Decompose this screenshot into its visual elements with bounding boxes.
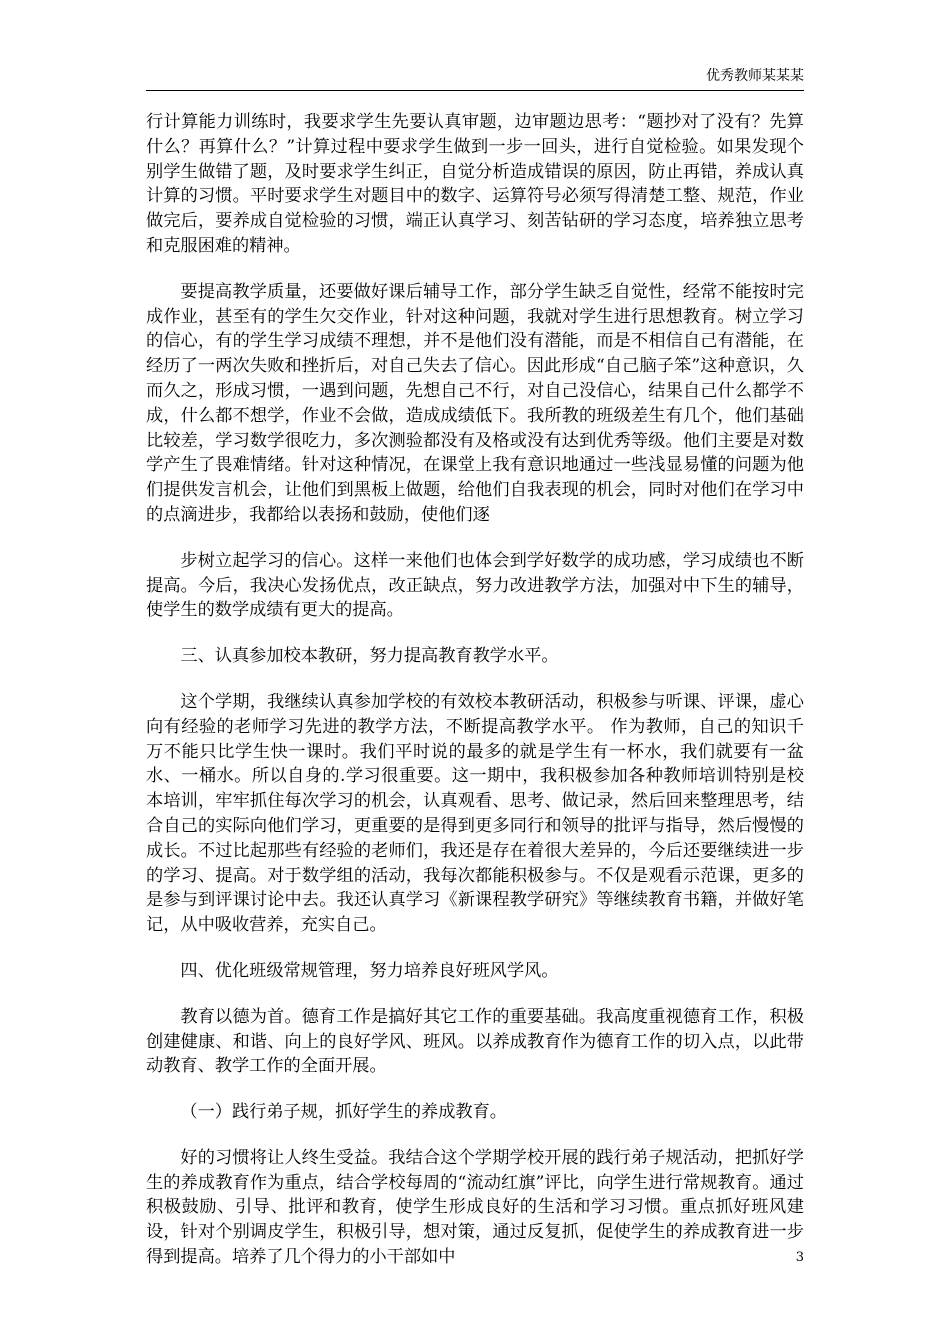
paragraph: 好的习惯将让人终生受益。我结合这个学期学校开展的践行弟子规活动，把抓好学生的养成教育作为重点，结合学校每周的“流动红旗”评比，向学生进行常规教育。通过积极鼓励、引导、批评和教育，使学生形成良好的生活和学习习惯。重点抓好班风建设，针对个别调皮学生，积极引导，想对策，通过反复抓，促使学生的养成教育进一步得到提高。培养了几个得力的小干部如中 — [146, 1147, 804, 1268]
page-number: 3 — [795, 1250, 804, 1265]
document-body — [146, 110, 804, 1291]
page-header — [146, 66, 804, 91]
section-heading: 四、优化班级常规管理，努力培养良好班风学风。 — [180, 960, 559, 981]
paragraph: 行计算能力训练时，我要求学生先要认真审题，边审题边思考：“题抄对了没有？先算什么？再算什么？”计算过程中要求学生做到一步一回头，进行自觉检验。如果发现个别学生做错了题，及时要求学生纠正，自觉分析造成错误的原因，防止再错，养成认真计算的习惯。平时要求学生对题目中的数字、运算符号必须写得清楚工整、规范，作业做完后，要养成自觉检验的习惯，端正认真学习、刻苦钻研的学习态度，培养独立思考和克服困难的精神。 — [146, 112, 804, 256]
header-title: 优秀教师某某某 — [706, 68, 804, 84]
paragraph: 步树立起学习的信心。这样一来他们也体会到学好数学的成功感，学习成绩也不断提高。今后，我决心发扬优点，改正缺点，努力改进教学方法，加强对中下生的辅导，使学生的数学成绩有更大的提高。 — [146, 550, 804, 621]
subsection-heading: （一）践行弟子规，抓好学生的养成教育。 — [180, 1102, 507, 1123]
paragraph: 这个学期，我继续认真参加学校的有效校本教研活动，积极参与听课、评课，虚心向有经验的老师学习先进的教学方法，不断提高教学水平。 作为教师，自己的知识千万不能只比学生快一课时。我们平时说的最多的就是学生有一杯水，我们就要有一盆水、一桶水。所以自身的.学习很重要。这一期中，我积极参加各种教师培训特别是校本培训，牢牢抓住每次学习的机会，认真观看、思考、做记录，然后回来整理思考，结合自己的实际向他们学习，更重要的是得到更多同行和领导的批评与指导，然后慢慢的成长。不过比起那些有经验的老师们，我还是存在着很大差异的，今后还要继续进一步的学习、提高。对于数学组的活动，我每次都能积极参与。不仅是观看示范课，更多的是参与到评课讨论中去。我还认真学习《新课程教学研究》等继续教育书籍，并做好笔记，从中吸收营养，充实自己。 — [146, 691, 804, 936]
paragraph: 教育以德为首。德育工作是搞好其它工作的重要基础。我高度重视德育工作，积极创建健康、和谐、向上的良好学风、班风。以养成教育作为德育工作的切入点，以此带动教育、教学工作的全面开展。 — [146, 1006, 804, 1077]
paragraph: 要提高教学质量，还要做好课后辅导工作，部分学生缺乏自觉性，经常不能按时完成作业，甚至有的学生欠交作业，针对这种问题，我就对学生进行思想教育。树立学习的信心，有的学生学习成绩不理想，并不是他们没有潜能，而是不相信自己有潜能，在经历了一两次失败和挫折后，对自己失去了信心。因此形成“自己脑子笨”这种意识，久而久之，形成习惯，一遇到问题，先想自己不行，对自己没信心，结果自己什么都学不成，什么都不想学，作业不会做，造成成绩低下。我所教的班级差生有几个，他们基础比较差，学习数学很吃力，多次测验都没有及格或没有达到优秀等级。他们主要是对数学产生了畏难情绪。针对这种情况，在课堂上我有意识地通过一些浅显易懂的问题为他们提供发言机会，让他们到黑板上做题，给他们自我表现的机会，同时对他们在学习中的点滴进步，我都给以表扬和鼓励，使他们逐 — [146, 281, 804, 525]
section-heading: 三、认真参加校本教研，努力提高教育教学水平。 — [180, 646, 559, 667]
